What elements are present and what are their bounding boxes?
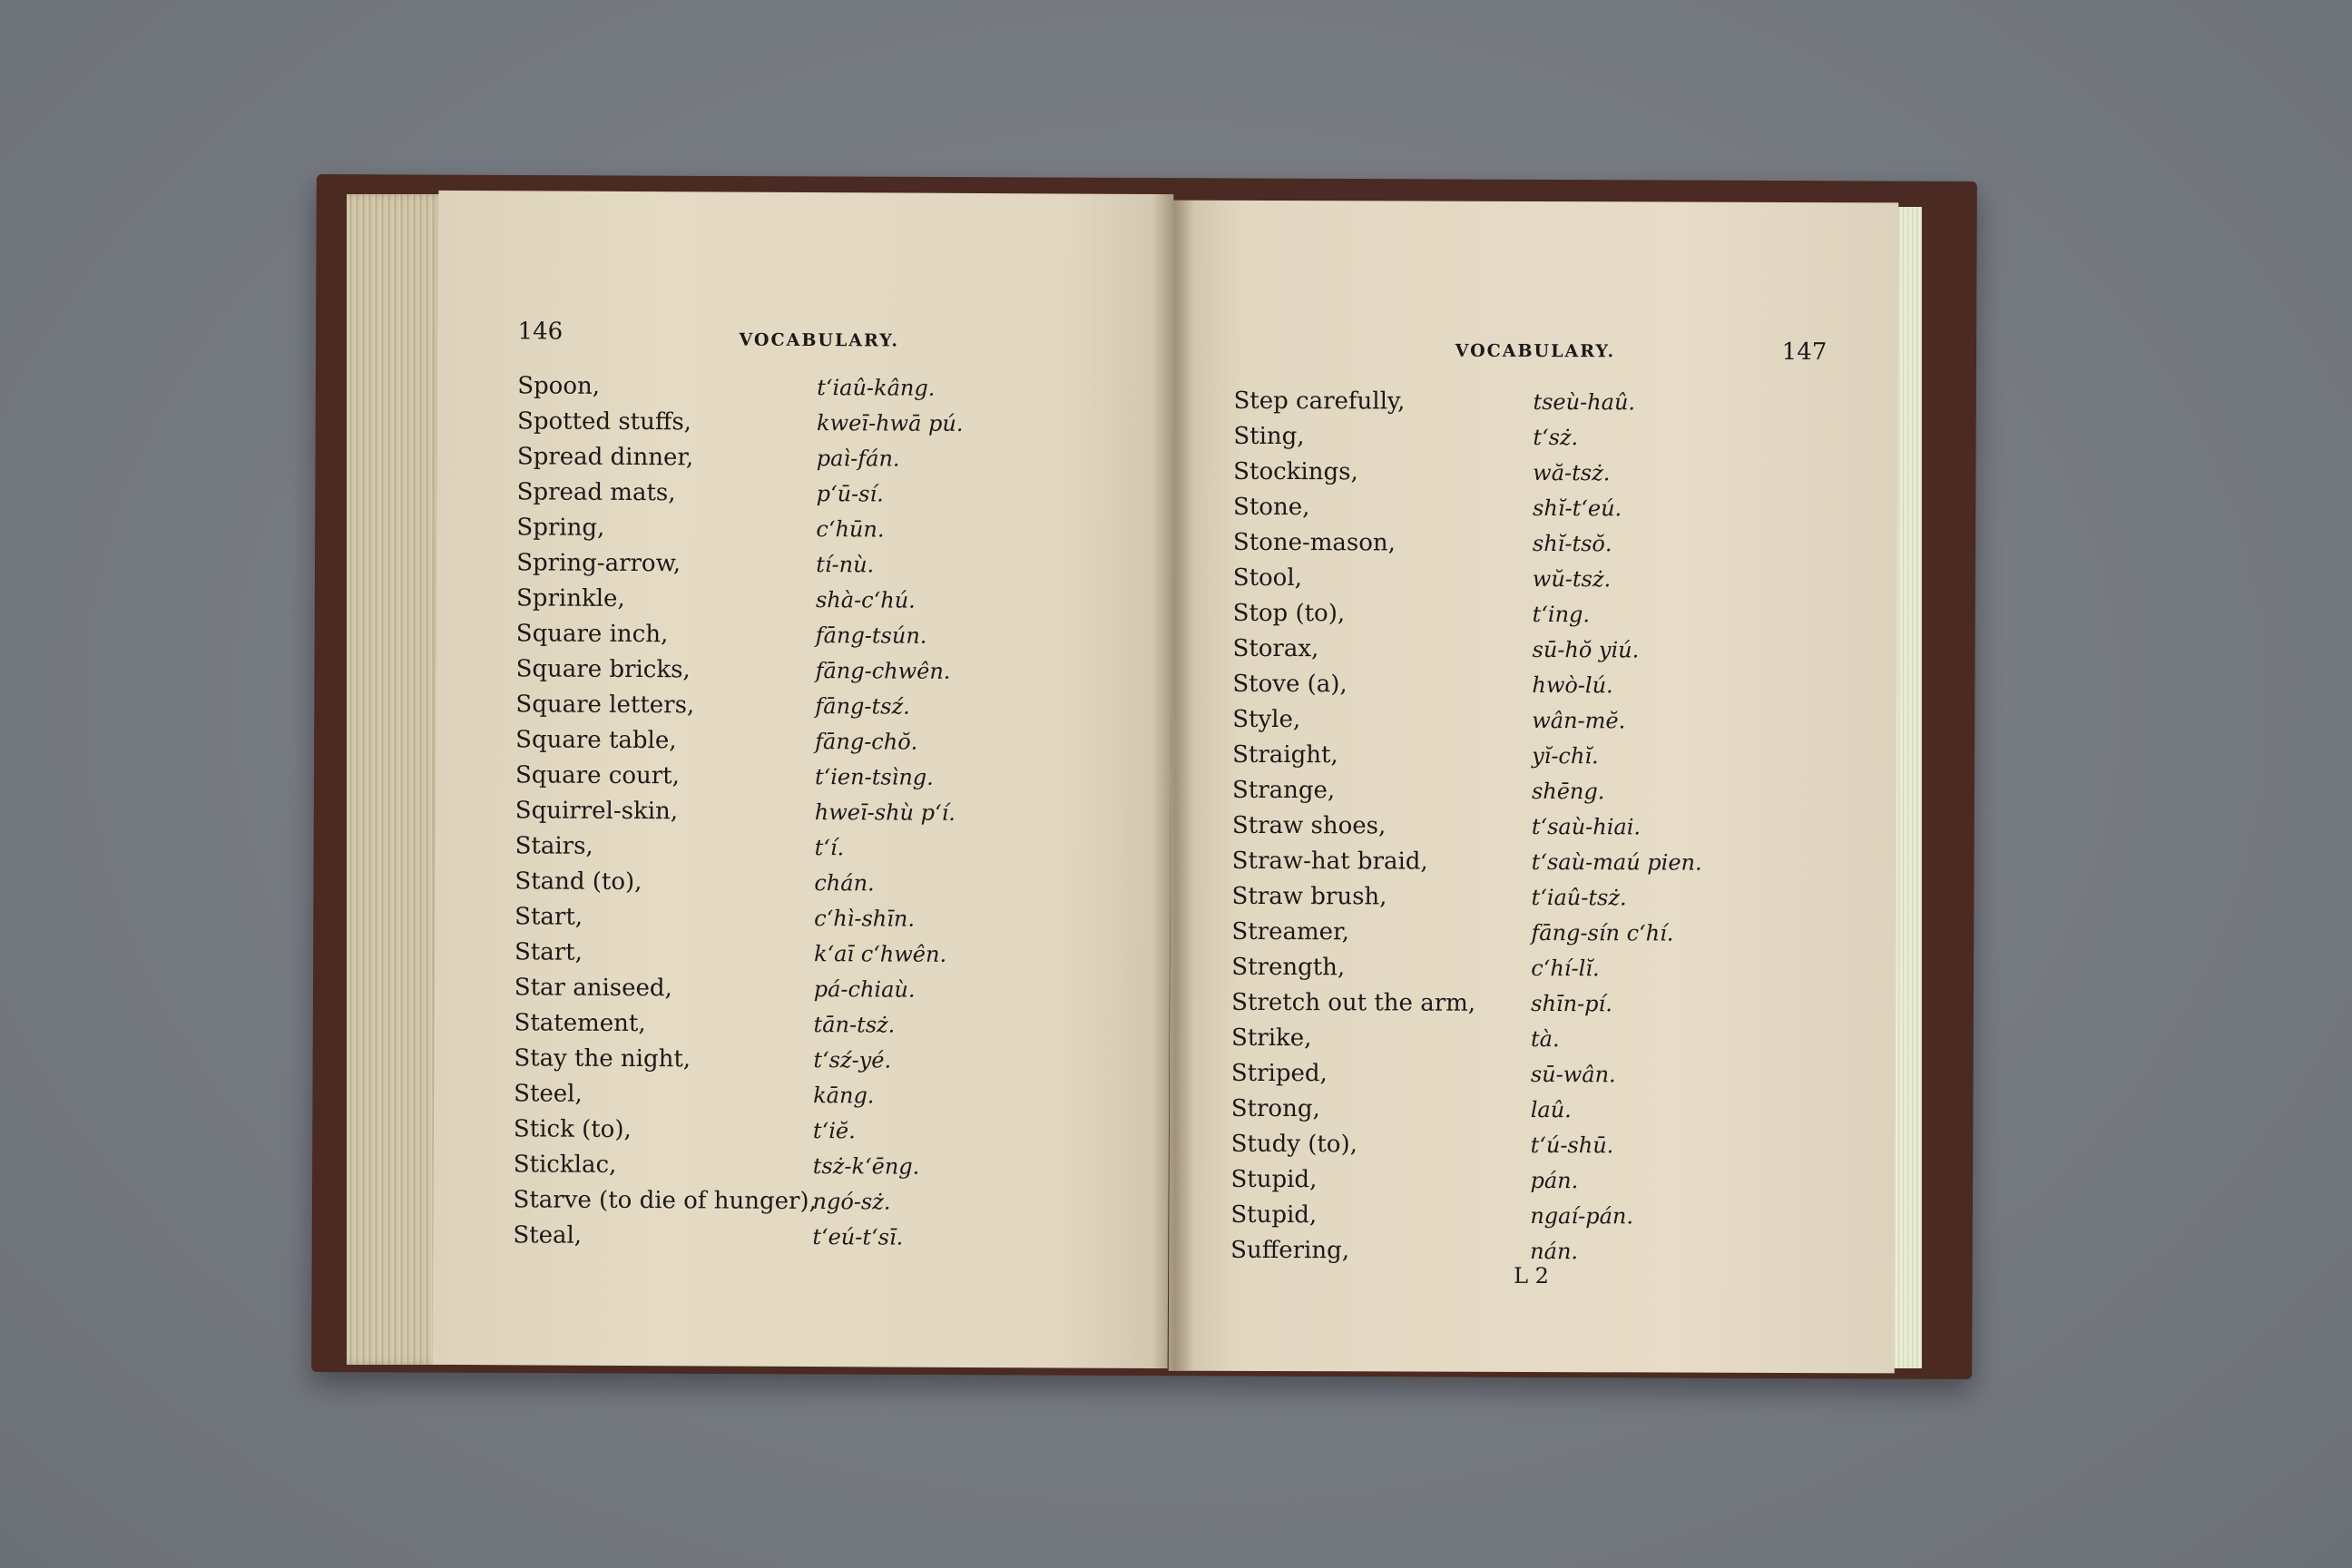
chinese-romanization: t‘ien-tsìng. xyxy=(814,764,934,790)
vocabulary-entry xyxy=(513,1182,1148,1221)
english-term: Steel, xyxy=(514,1080,583,1108)
chinese-romanization: wŭ-tsż. xyxy=(1532,565,1612,593)
chinese-romanization: wă-tsż. xyxy=(1533,459,1611,486)
vocabulary-entry xyxy=(1230,1198,1866,1235)
running-head: VOCABULARY. xyxy=(739,329,900,351)
english-term: Square letters, xyxy=(515,691,695,720)
left-page-edges xyxy=(347,194,446,1365)
english-term: Study (to), xyxy=(1230,1130,1357,1159)
english-term: Sprinkle, xyxy=(515,584,625,612)
chinese-romanization: c‘hí-lĭ. xyxy=(1531,955,1600,982)
chinese-romanization: k‘aī c‘hwên. xyxy=(813,941,947,967)
chinese-romanization: hwò-lú. xyxy=(1532,671,1613,699)
chinese-romanization: nán. xyxy=(1530,1238,1579,1265)
chinese-romanization: shà-c‘hú. xyxy=(815,587,916,613)
chinese-romanization: ngaí-pán. xyxy=(1530,1202,1634,1230)
chinese-romanization: t‘iaû-kâng. xyxy=(817,375,936,401)
english-term: Straw-hat braid, xyxy=(1231,847,1428,876)
chinese-romanization: c‘hūn. xyxy=(816,516,885,543)
vocabulary-entry xyxy=(514,1147,1149,1186)
english-term: Straight, xyxy=(1232,740,1338,769)
english-term: Spread dinner, xyxy=(516,443,694,472)
english-term: Stop (to), xyxy=(1232,599,1346,628)
english-term: Statement, xyxy=(514,1009,646,1038)
chinese-romanization: t‘iaû-tsż. xyxy=(1531,884,1627,911)
vocabulary-entry xyxy=(517,475,1152,514)
chinese-romanization: wân-mĕ. xyxy=(1532,707,1626,734)
chinese-romanization: tān-tsż. xyxy=(813,1012,896,1038)
english-term: Strong, xyxy=(1230,1094,1320,1123)
english-term: Spotted stuffs, xyxy=(516,407,692,436)
left-page xyxy=(433,191,1174,1368)
english-term: Start, xyxy=(514,903,583,931)
english-term: Square table, xyxy=(515,726,677,755)
chinese-romanization: hweī-shù p‘í. xyxy=(814,799,956,826)
english-term: Style, xyxy=(1232,705,1301,734)
vocabulary-entry xyxy=(515,793,1151,832)
chinese-romanization: fāng-chŏ. xyxy=(815,729,918,755)
english-term: Star aniseed, xyxy=(514,974,672,1003)
english-term: Stone-mason, xyxy=(1232,528,1396,557)
chinese-romanization: c‘hì-shīn. xyxy=(814,906,916,932)
chinese-romanization: fāng-tsún. xyxy=(815,622,927,649)
english-term: Stick (to), xyxy=(513,1115,632,1144)
vocabulary-entry xyxy=(1232,808,1867,846)
english-term: Sting, xyxy=(1233,422,1305,451)
chinese-romanization: laû. xyxy=(1530,1096,1572,1123)
english-term: Suffering, xyxy=(1230,1236,1350,1265)
english-term: Steal, xyxy=(513,1221,583,1250)
english-term: Stairs, xyxy=(514,832,593,860)
right-page-header xyxy=(1172,201,1898,367)
vocabulary-entry xyxy=(514,1112,1149,1151)
english-term: Stupid, xyxy=(1230,1165,1318,1194)
vocabulary-entry xyxy=(1233,561,1868,598)
chinese-romanization: pán. xyxy=(1530,1167,1579,1194)
vocabulary-entry xyxy=(514,970,1150,1009)
chinese-romanization: fāng-tsź. xyxy=(815,693,910,720)
english-term: Storax, xyxy=(1232,634,1319,663)
vocabulary-entry xyxy=(1232,879,1867,916)
vocabulary-entry xyxy=(1231,1092,1867,1129)
vocabulary-entry xyxy=(517,439,1152,478)
english-term: Stay the night, xyxy=(514,1044,691,1073)
vocabulary-entry xyxy=(1232,702,1867,740)
english-term: Squirrel-skin, xyxy=(514,797,679,826)
vocabulary-entry xyxy=(516,545,1152,584)
vocabulary-entry xyxy=(515,828,1151,867)
left-page-header xyxy=(438,191,1173,351)
english-term: Spring, xyxy=(516,514,605,542)
vocabulary-entry xyxy=(513,1218,1148,1257)
english-term: Stone, xyxy=(1233,493,1310,522)
book-gutter xyxy=(1152,194,1194,1370)
vocabulary-entry xyxy=(516,616,1152,655)
english-term: Step carefully, xyxy=(1233,387,1406,416)
vocabulary-entry xyxy=(514,899,1150,938)
vocabulary-entry xyxy=(516,581,1152,620)
vocabulary-entry xyxy=(1231,1056,1867,1093)
english-term: Spread mats, xyxy=(516,478,676,507)
vocabulary-entry xyxy=(516,652,1152,691)
english-term: Strength, xyxy=(1231,953,1346,982)
vocabulary-entry xyxy=(1230,1162,1866,1200)
english-term: Stool, xyxy=(1232,564,1303,593)
english-term: Spring-arrow, xyxy=(516,549,681,578)
chinese-romanization: pá-chiaù. xyxy=(813,976,916,1003)
vocabulary-entry xyxy=(515,758,1151,797)
vocabulary-entry xyxy=(1233,455,1868,492)
vocabulary-entry xyxy=(1232,667,1867,704)
vocabulary-list-right xyxy=(1230,384,1868,1270)
english-term: Starve (to die of hunger), xyxy=(513,1186,817,1216)
chinese-romanization: tà. xyxy=(1530,1025,1560,1053)
chinese-romanization: shĭ-t‘eú. xyxy=(1533,495,1622,522)
vocabulary-entry xyxy=(1233,525,1868,563)
english-term: Stretch out the arm, xyxy=(1231,988,1476,1017)
vocabulary-entry xyxy=(1231,985,1867,1023)
page-number: 146 xyxy=(517,318,564,346)
vocabulary-entry xyxy=(1232,632,1867,669)
vocabulary-entry xyxy=(1233,490,1868,527)
chinese-romanization: fāng-chwên. xyxy=(815,658,951,684)
chinese-romanization: t‘í. xyxy=(814,835,845,861)
english-term: Straw brush, xyxy=(1231,882,1387,911)
chinese-romanization: kweī-hwā pú. xyxy=(816,410,964,436)
vocabulary-entry xyxy=(1231,950,1867,987)
chinese-romanization: t‘iĕ. xyxy=(812,1118,856,1144)
vocabulary-entry xyxy=(514,1041,1149,1080)
vocabulary-list-left xyxy=(513,368,1152,1257)
english-term: Start, xyxy=(514,938,583,966)
english-term: Streamer, xyxy=(1231,917,1349,946)
chinese-romanization: t‘sż. xyxy=(1533,424,1579,451)
vocabulary-entry xyxy=(1231,1127,1867,1164)
english-term: Strange, xyxy=(1231,776,1336,805)
english-term: Square court, xyxy=(514,761,680,790)
english-term: Stand (to), xyxy=(514,867,642,897)
vocabulary-entry xyxy=(517,368,1152,407)
vocabulary-entry xyxy=(515,687,1151,726)
chinese-romanization: tí-nù. xyxy=(816,552,875,578)
vocabulary-entry xyxy=(517,404,1152,443)
chinese-romanization: t‘sź-yé. xyxy=(813,1047,892,1073)
english-term: Sticklac, xyxy=(513,1151,617,1179)
english-term: Strike, xyxy=(1230,1024,1312,1053)
chinese-romanization: paì-fán. xyxy=(816,446,900,472)
vocabulary-entry xyxy=(1232,844,1867,881)
chinese-romanization: p‘ū-sí. xyxy=(816,481,884,507)
vocabulary-entry xyxy=(1233,419,1868,456)
english-term: Stockings, xyxy=(1233,457,1358,486)
chinese-romanization: chán. xyxy=(814,870,875,897)
chinese-romanization: kāng. xyxy=(813,1083,875,1109)
chinese-romanization: t‘saù-hiai. xyxy=(1531,813,1642,840)
signature-mark: L 2 xyxy=(1514,1262,1550,1289)
page-number: 147 xyxy=(1781,338,1828,367)
vocabulary-entry xyxy=(515,722,1151,761)
vocabulary-entry xyxy=(514,1005,1149,1044)
english-term: Spoon, xyxy=(517,372,601,400)
chinese-romanization: fāng-sín c‘hí. xyxy=(1531,919,1674,946)
right-page xyxy=(1169,201,1898,1374)
vocabulary-entry xyxy=(1231,1021,1867,1058)
vocabulary-entry xyxy=(516,510,1152,549)
english-term: Straw shoes, xyxy=(1231,811,1387,840)
chinese-romanization: t‘ú-shū. xyxy=(1530,1132,1614,1159)
chinese-romanization: tseù-haû. xyxy=(1533,388,1636,416)
english-term: Square bricks, xyxy=(515,655,691,684)
english-term: Stupid, xyxy=(1230,1200,1318,1230)
chinese-romanization: shēng. xyxy=(1531,778,1605,805)
vocabulary-entry xyxy=(514,864,1150,903)
chinese-romanization: sū-hŏ yiú. xyxy=(1532,636,1640,663)
english-term: Stove (a), xyxy=(1232,670,1348,699)
chinese-romanization: shĭ-tsŏ. xyxy=(1532,530,1612,557)
chinese-romanization: ngó-sż. xyxy=(812,1189,891,1215)
chinese-romanization: sū-wân. xyxy=(1530,1061,1616,1088)
chinese-romanization: t‘ing. xyxy=(1532,601,1591,628)
vocabulary-entry xyxy=(1233,596,1868,633)
vocabulary-entry xyxy=(1231,915,1867,952)
chinese-romanization: t‘saù-maú pien. xyxy=(1531,848,1702,876)
english-term: Striped, xyxy=(1230,1059,1328,1088)
vocabulary-entry xyxy=(514,1076,1149,1115)
chinese-romanization: yĭ-chĭ. xyxy=(1532,742,1599,769)
vocabulary-entry xyxy=(1232,738,1867,775)
english-term: Square inch, xyxy=(515,620,669,649)
vocabulary-entry xyxy=(1232,773,1867,810)
chinese-romanization: shīn-pí. xyxy=(1531,990,1612,1017)
vocabulary-entry xyxy=(1233,384,1868,421)
vocabulary-entry xyxy=(514,935,1150,974)
chinese-romanization: tsż-k‘ēng. xyxy=(812,1153,920,1180)
running-head: VOCABULARY. xyxy=(1455,340,1616,362)
chinese-romanization: t‘eú-t‘sī. xyxy=(812,1224,904,1250)
